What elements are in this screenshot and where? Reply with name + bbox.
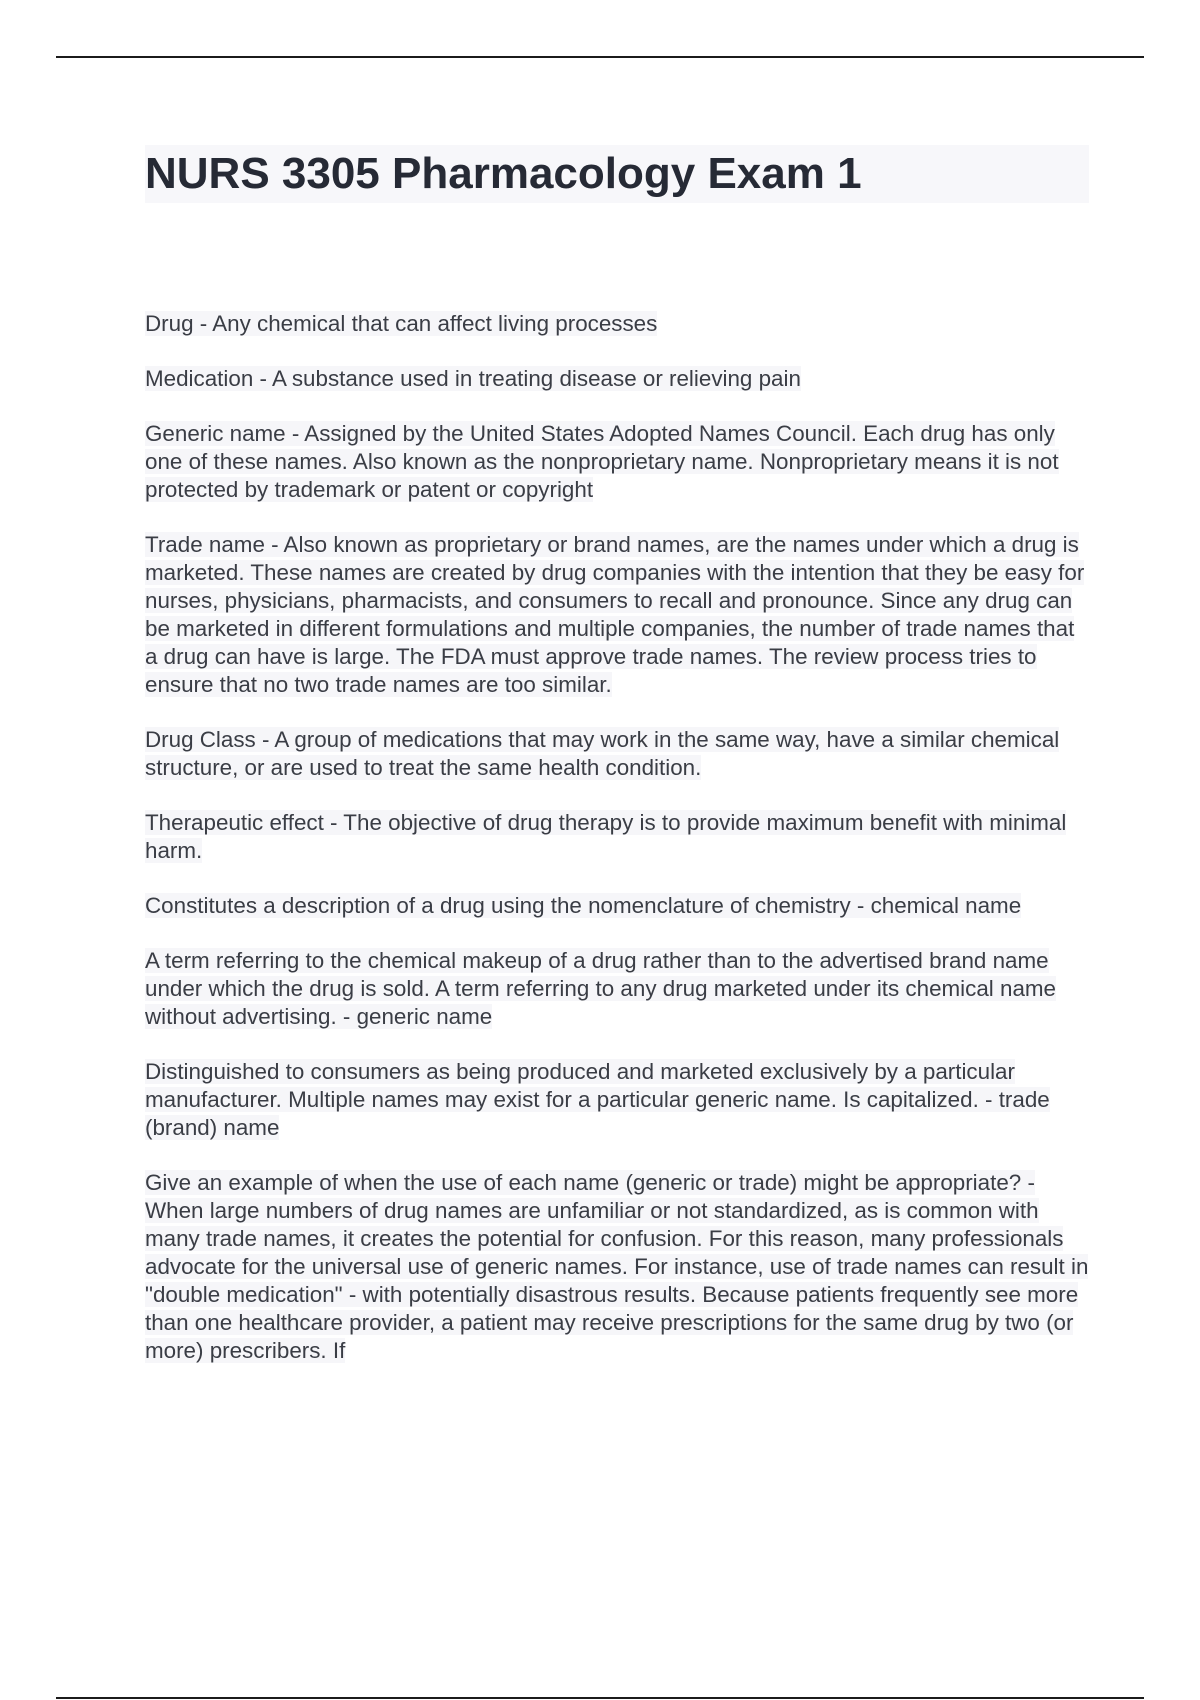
flashcard-entry-generic-definition: [145, 947, 1090, 1031]
document-title: NURS 3305 Pharmacology Exam 1: [145, 149, 862, 198]
flashcard-entry-trade-definition: [145, 1058, 1090, 1142]
entry-text: Drug Class - A group of medications that may work in the same way, have a similar chemical structure, or are used to treat the same health condition.: [145, 727, 1060, 780]
flashcard-entry-drug-class: [145, 726, 1090, 782]
entry-text: Therapeutic effect - The objective of drug therapy is to provide maximum benefit with minimal harm.: [145, 810, 1067, 863]
bottom-rule: [56, 1697, 1144, 1699]
flashcard-entry-drug: [145, 310, 1090, 338]
flashcard-entry-chemical-name: [145, 892, 1090, 920]
top-rule: [56, 56, 1144, 58]
entry-text: Give an example of when the use of each name (generic or trade) might be appropriate? - When large numbers of drug names are unfamiliar or not standardized, as is common with many trade names, it creates the potential for confusion. For this reason, many professionals advocate for the universal use of generic names. For instance, use of trade names can result in "double medication" - with potentially disastrous results. Because patients frequently see more than one healthcare provider, a patient may receive prescriptions for the same drug by two (or more) prescribers. If: [145, 1170, 1089, 1363]
entry-text: Generic name - Assigned by the United States Adopted Names Council. Each drug has only one of these names. Also known as the nonproprietary name. Nonproprietary means it is not protected by trademark or patent or copyright: [145, 421, 1059, 502]
flashcard-entry-therapeutic-effect: [145, 809, 1090, 865]
flashcard-entry-generic-name: [145, 420, 1090, 504]
flashcard-list: [145, 310, 1090, 1392]
flashcard-entry-medication: [145, 365, 1090, 393]
title-block: [145, 145, 1089, 203]
entry-text: Medication - A substance used in treating disease or relieving pain: [145, 366, 801, 391]
entry-text: Trade name - Also known as proprietary or brand names, are the names under which a drug is marketed. These names are created by drug companies with the intention that they be easy for nurses, physicians, pharmacists, and consumers to recall and pronounce. Since any drug can be marketed in different formulations and multiple companies, the number of trade names that a drug can have is large. The FDA must approve trade names. The review process tries to ensure that no two trade names are too similar.: [145, 532, 1085, 697]
entry-text: Constitutes a description of a drug using the nomenclature of chemistry - chemical name: [145, 893, 1022, 918]
flashcard-entry-trade-name: [145, 531, 1090, 699]
entry-text: A term referring to the chemical makeup of a drug rather than to the advertised brand name under which the drug is sold. A term referring to any drug marketed under its chemical name without advertising. - generic name: [145, 948, 1057, 1029]
entry-text: Drug - Any chemical that can affect living processes: [145, 311, 658, 336]
entry-text: Distinguished to consumers as being produced and marketed exclusively by a particular manufacturer. Multiple names may exist for a particular generic name. Is capitalized. - trade (brand) name: [145, 1059, 1050, 1140]
flashcard-entry-name-usage: [145, 1169, 1090, 1365]
